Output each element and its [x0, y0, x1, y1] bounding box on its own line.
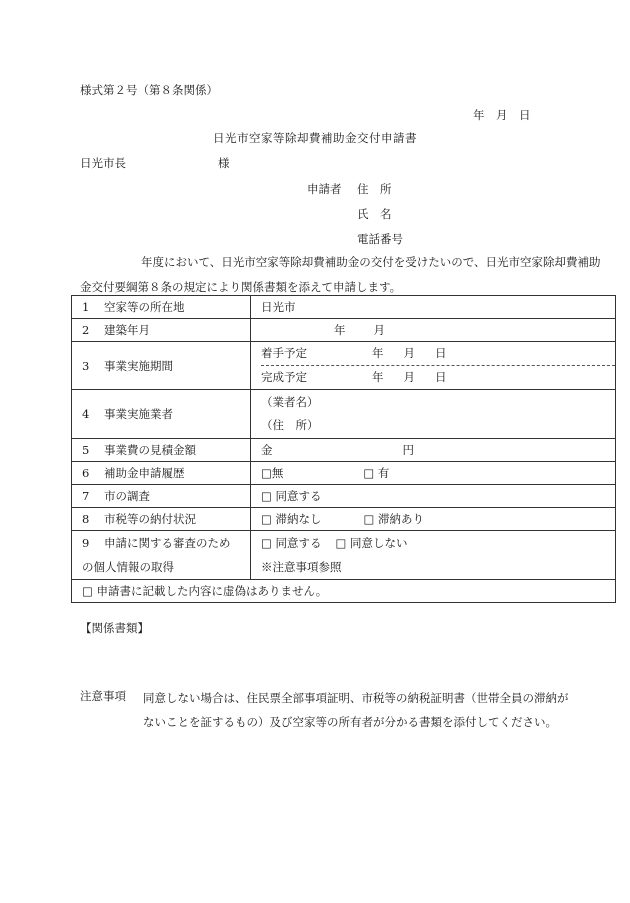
row-number: 4 [82, 407, 90, 421]
consent-agree-checkbox[interactable]: □ 同意する [261, 536, 322, 550]
start-label: 着手予定 [261, 346, 307, 360]
date-line: 年 月 日 [473, 108, 531, 122]
declaration-checkbox[interactable]: □ 申請書に記載した内容に虚偽はありません。 [72, 580, 616, 603]
row-label-text: 空家等の所在地 [104, 300, 185, 314]
row-number: 9 [82, 536, 90, 550]
tax-status-field [251, 508, 616, 531]
applicant-address-label: 住 所 [357, 182, 392, 196]
row-number: 5 [82, 443, 90, 457]
history-yes-checkbox[interactable]: □ 有 [363, 466, 390, 480]
row-label-text: 補助金申請履歴 [104, 466, 185, 480]
subsidy-history-field [251, 462, 616, 485]
table-row [72, 508, 616, 531]
estimate-amount-field[interactable] [251, 439, 616, 462]
location-value: 日光市 [261, 300, 296, 314]
row-number: 2 [82, 323, 90, 337]
consent-disagree-checkbox[interactable]: □ 同意しない [335, 536, 408, 550]
city-survey-field [251, 485, 616, 508]
contractor-address-field[interactable]: （住 所） [261, 418, 319, 432]
addressee: 日光市長 [80, 156, 126, 170]
row-label [72, 342, 251, 390]
build-date-field[interactable] [251, 319, 616, 342]
end-date-field[interactable] [261, 365, 615, 389]
applicant-name-label: 氏 名 [357, 207, 392, 221]
consent-note-reference: ※注意事項参照 [261, 560, 342, 574]
table-row [72, 342, 616, 390]
note-label: 注意事項 [80, 689, 126, 703]
row-label [72, 485, 251, 508]
period-field [251, 342, 616, 390]
survey-agree-checkbox[interactable]: □ 同意する [261, 489, 322, 503]
day-unit: 日 [435, 346, 447, 360]
table-row [72, 462, 616, 485]
end-label: 完成予定 [261, 370, 307, 384]
row-number: 1 [82, 300, 90, 314]
table-row [72, 485, 616, 508]
row-label [72, 508, 251, 531]
month-unit: 月 [403, 346, 415, 360]
day-unit: 日 [435, 370, 447, 384]
table-row [72, 390, 616, 439]
row-number: 7 [82, 489, 90, 503]
arrears-checkbox[interactable]: □ 滞納あり [363, 512, 425, 526]
start-date-field[interactable] [261, 342, 615, 365]
currency-prefix: 金 [261, 443, 273, 457]
no-arrears-checkbox[interactable]: □ 滞納なし [261, 512, 322, 526]
contractor-field [251, 390, 616, 439]
row-number: 8 [82, 512, 90, 526]
row-label [72, 319, 251, 342]
currency-unit: 円 [402, 443, 414, 457]
row-label-text: の個人情報の取得 [82, 560, 174, 574]
year-unit: 年 [334, 323, 346, 337]
history-none-checkbox[interactable]: □無 [261, 466, 284, 480]
table-row [72, 531, 616, 580]
table-row [72, 580, 616, 603]
personal-info-consent-field [251, 531, 616, 580]
row-number: 6 [82, 466, 90, 480]
form-number: 様式第２号（第８条関係） [80, 83, 218, 97]
applicant-phone-label: 電話番号 [357, 232, 403, 246]
page-title: 日光市空家等除却費補助金交付申請書 [213, 131, 417, 145]
year-unit: 年 [372, 370, 384, 384]
row-label [72, 390, 251, 439]
table-row [72, 296, 616, 319]
row-number: 3 [82, 358, 90, 373]
row-label-text: 事業費の見積金額 [104, 443, 196, 457]
location-field[interactable] [251, 296, 616, 319]
row-label [72, 439, 251, 462]
table-row [72, 319, 616, 342]
attachments-heading: 【関係書類】 [80, 621, 149, 635]
application-table [71, 295, 616, 603]
row-label [72, 462, 251, 485]
note-text: 同意しない場合は、住民票全部事項証明、市税等の納税証明書（世帯全員の滞納がないことを証するもの）及び空家等の所有者が分かる書類を添付してください。 [143, 691, 569, 729]
month-unit: 月 [373, 323, 385, 337]
row-label-text: 市税等の納付状況 [104, 512, 196, 526]
row-label-text: 事業実施業者 [104, 407, 173, 421]
intro-paragraph: 年度において、日光市空家等除却費補助金の交付を受けたいので、日光市空家除却費補助金交付要綱第８条の規定により関係書類を添えて申請します。 [80, 255, 601, 294]
applicant-label: 申請者 [307, 182, 342, 196]
row-label [72, 531, 251, 580]
year-unit: 年 [372, 346, 384, 360]
contractor-name-field[interactable]: （業者名） [261, 395, 319, 409]
month-unit: 月 [403, 370, 415, 384]
addressee-honorific: 様 [218, 156, 230, 170]
table-row [72, 439, 616, 462]
row-label-text: 事業実施期間 [104, 358, 173, 373]
row-label [72, 296, 251, 319]
row-label-text: 市の調査 [104, 489, 150, 503]
row-label-text: 申請に関する審査のため [104, 536, 231, 550]
row-label-text: 建築年月 [104, 323, 150, 337]
